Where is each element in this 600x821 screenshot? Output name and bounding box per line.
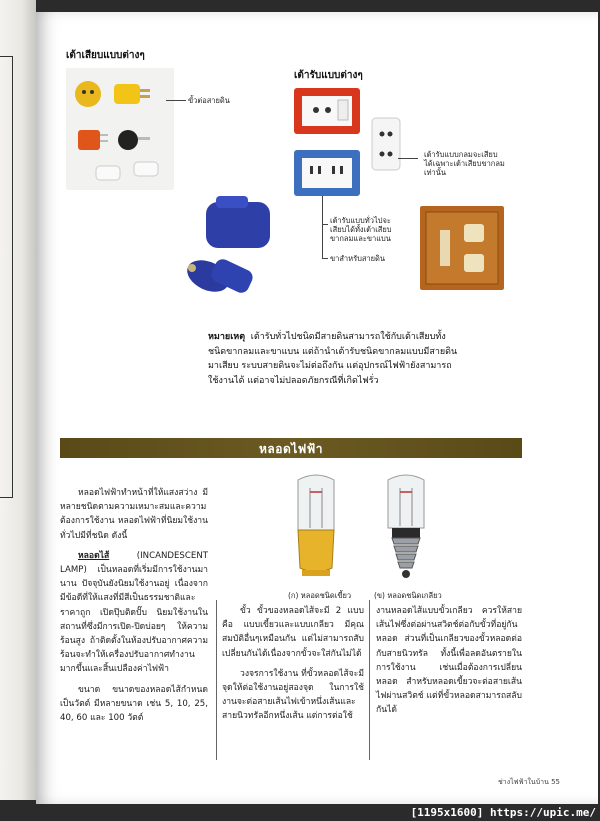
col3-paragraph-1: งานหลอดไส้แบบขั้วเกลียว ควรให้สายเส้นไฟซึ่งต่อผ่านสวิตช์ต่อกับขั้วที่อยู่กันหลอด ส่วนที่เป็นเกลียวของขั้วหลอดต่อกับสายนิวทรัล ทั้งนี้เพื่อลดอันตรายในการใช้งาน เช่นเมื่อต้องการเปลี่ยนหลอด สำหรับหลอดเขี้ยวจะต่อสายเส้นไฟผ่านสวิตช์ แต่ที่ขั้วหลอดสามารถสลับกันได้	[376, 606, 522, 716]
universal-socket-note	[330, 216, 430, 243]
col2-paragraph-1: ขั้ว ขั้วของหลอดไส้จะมี 2 แบบ คือ แบบเขี้ยวและแบบเกลียว มีคุณสมบัติอื่นๆเหมือนกัน แต่ไม่สามารถสับเปลี่ยนกันได้เนื่องจากขั้วจะใส่กันไม่ได้	[222, 606, 364, 659]
column-2	[222, 604, 364, 730]
universal-socket-leader-h	[322, 224, 328, 225]
col1-paragraph-2	[60, 549, 208, 677]
page-footer: ช่างไฟฟ้าในบ้าน 55	[498, 778, 560, 786]
screw-bulb-caption: (ข) หลอดชนิดเกลียว	[374, 591, 442, 600]
plugs-heading: เต้าเสียบแบบต่างๆ	[66, 50, 145, 61]
col2-paragraph-2: วงจรการใช้งาน ที่ขั้วหลอดไส้จะมีจุดให้ต่อใช้งานอยู่สองจุด ในการใช้งานจะต่อสายเส้นไฟเข้าหนึ่งเส้นและสายนิวทรัลอีกหนึ่งเส้น แต่การต่อใช้	[222, 668, 364, 722]
column-divider-1	[216, 600, 217, 760]
adjacent-page-border	[0, 56, 13, 498]
remark-line: ใช้งานได้ แต่อาจไม่ปลอดภัยกรณีที่เกิดไฟรั่ว	[208, 375, 379, 386]
col1-paragraph-1: หลอดไฟฟ้าทำหน้าที่ให้แสงสว่าง มีหลายชนิดตามความเหมาะสมและความต้องการใช้งาน หลอดไฟฟ้าที่นิยมใช้งานทั่วไปมีที่ชนิด ดังนี้	[60, 488, 208, 541]
round-socket-note-line: เท่านั้น	[424, 168, 446, 177]
incandescent-subheading: หลอดไส้	[78, 550, 110, 561]
col1-paragraph-3: ขนาด ขนาดของหลอดไส้กำหนดเป็นวัตต์ มีหลายขนาด เช่น 5, 10, 25, 40, 60 และ 100 วัตต์	[60, 684, 208, 724]
round-socket-note-line: ได้เฉพาะเต้าเสียบขากลม	[424, 159, 505, 168]
column-1	[60, 486, 208, 731]
plugs-photo	[66, 68, 174, 190]
universal-socket-note-line: เสียบได้ทั้งเต้าเสียบ	[330, 225, 392, 234]
round-socket-note	[424, 150, 524, 177]
universal-socket-note-line: เต้ารับแบบทั่วไปจะ	[330, 216, 391, 225]
column-3	[376, 604, 522, 724]
universal-socket-leader-v	[322, 196, 323, 258]
round-socket-leader	[398, 158, 418, 159]
remark-block	[208, 330, 498, 388]
screw-bulb	[388, 475, 424, 578]
sockets-photo	[292, 86, 362, 200]
col1-paragraph-2-text: (INCANDESCENT LAMP) เป็นหลอดที่เริ่มมีการใช้งานมานาน ปัจจุบันยังนิยมใช้งานอยู่ เนื่องจากมีข้อดีที่ให้แสงที่มีสีเป็นธรรมชาติและราคาถูก เปิดปุ๊บติดปั๊บ นิยมใช้งานในสถานที่ซึ่งมีการเปิด-ปิดบ่อยๆ ให้ความร้อนสูง ถ้าติดตั้งในห้องปรับอากาศความร้อนจะทำให้เครื่องปรับอากาศทำงานมากขึ้นและสิ้นเปลืองค่าไฟฟ้า	[60, 550, 208, 675]
ground-terminal-note: ขั้วต่อสายดิน	[188, 96, 230, 105]
remark-line: มาเสียบ ระบบสายดินจะไม่ต่อถึงกัน แต่อุปกรณ์ไฟฟ้ายังสามารถ	[208, 361, 452, 371]
remark-label: หมายเหตุ	[208, 332, 246, 342]
universal-socket-note-line: ขากลมและขาแบน	[330, 234, 391, 243]
industrial-plug-photo	[182, 194, 282, 304]
ground-pin-leader	[322, 258, 328, 259]
remark-line-text: เต้ารับทั่วไปชนิดมีสายดินสามารถใช้กับเต้าเสียบทั้ง	[250, 332, 446, 342]
adjacent-page-edge	[0, 0, 36, 800]
bayonet-bulb-caption: (ก) หลอดชนิดเขี้ยว	[288, 591, 352, 600]
remark-line: ชนิดขากลมและขาแบน แต่ถ้านำเต้ารับชนิดขากลมแบบมีสายดิน	[208, 346, 458, 357]
round-socket-note-line: เต้ารับแบบกลมจะเสียบ	[424, 150, 498, 159]
remark-line	[208, 330, 498, 345]
bulbs-illustration	[276, 468, 456, 586]
round-socket-photo	[370, 116, 402, 172]
wooden-socket-photo	[420, 206, 504, 290]
ground-pin-note: ขาสำหรับสายดิน	[330, 254, 386, 263]
watermark: [1195x1600] https://upic.me/	[410, 806, 596, 819]
ground-leader-line	[166, 100, 186, 101]
section-title-bar	[60, 438, 522, 458]
section-title: หลอดไฟฟ้า	[258, 442, 324, 456]
sockets-heading: เต้ารับแบบต่างๆ	[294, 70, 363, 81]
bayonet-bulb	[298, 475, 334, 576]
column-divider-2	[369, 600, 370, 760]
